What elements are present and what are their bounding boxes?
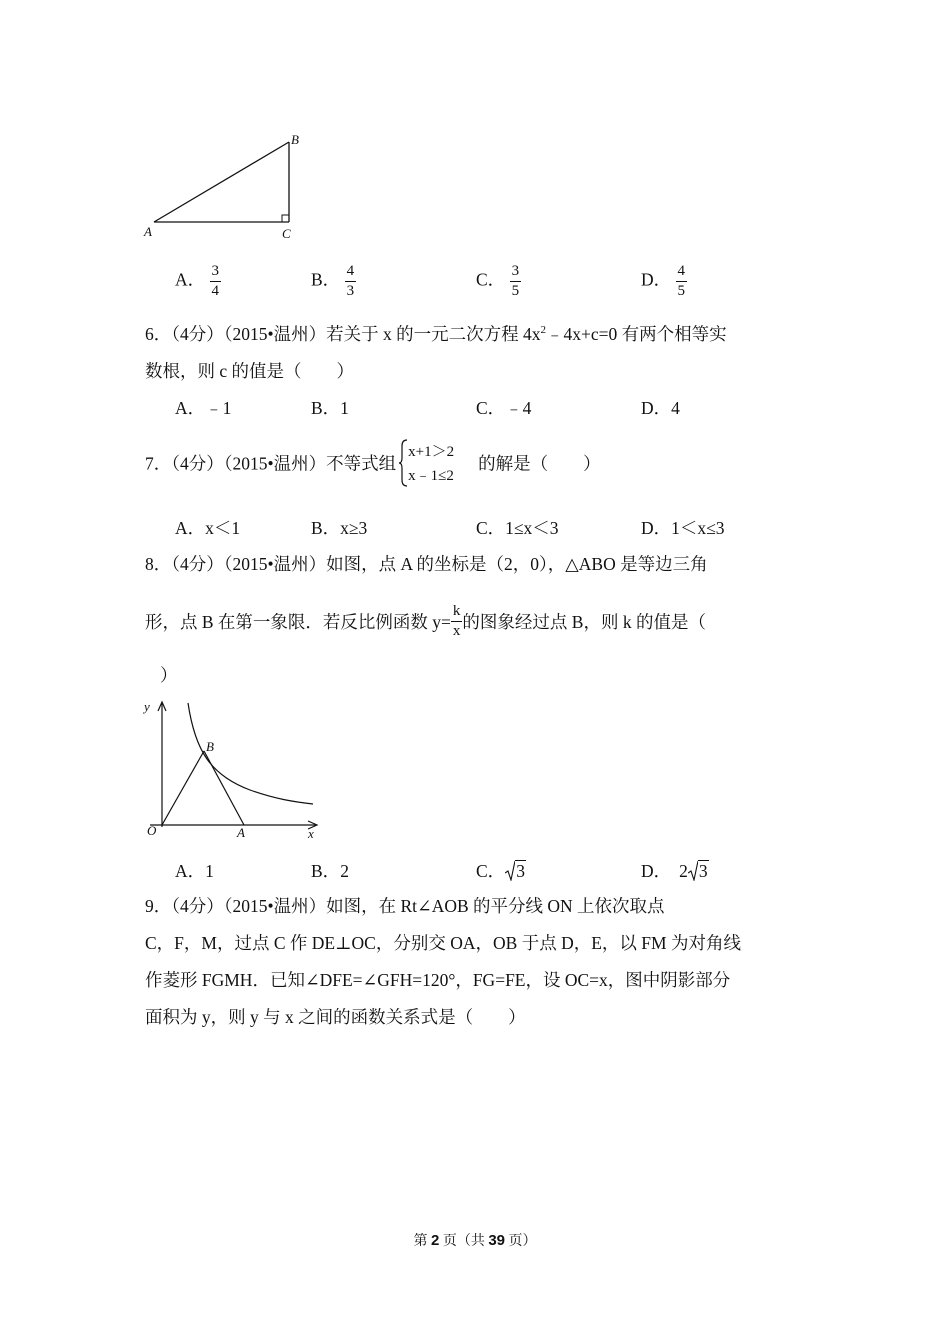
option-value: 1 — [205, 861, 214, 881]
option-letter: B． — [311, 269, 341, 290]
fraction — [676, 264, 688, 299]
q9-line-2: C，F，M，过点 C 作 DE⊥OC，分别交 OA，OB 于点 D，E，以 FM 为对角线 — [145, 933, 741, 953]
q8-line-3: ） — [160, 665, 178, 685]
option-letter: A． — [175, 269, 206, 290]
q5-option-b — [311, 264, 356, 299]
option-letter: A． — [175, 861, 206, 881]
q8-option-a — [175, 858, 214, 883]
fraction-num: k — [451, 604, 463, 622]
radical-sign-icon — [505, 861, 515, 881]
label-o: O — [147, 823, 157, 838]
fraction-k-over-x — [451, 604, 463, 639]
q6-option-b: B．1 — [311, 398, 349, 418]
q9-line-4: 面积为 y，则 y 与 x 之间的函数关系式是（ ） — [145, 1007, 526, 1027]
inequality-row-2: x﹣1≤2 — [408, 468, 454, 484]
page-number: 2 — [430, 1232, 440, 1249]
fraction-den: 5 — [677, 283, 686, 299]
q8-option-d — [641, 858, 709, 883]
label-c: C — [282, 226, 291, 241]
q5-option-d — [641, 264, 687, 299]
option-letter: C． — [476, 861, 506, 881]
q6-option-a: A．﹣1 — [175, 398, 232, 418]
triangle-figure — [140, 128, 320, 246]
q8-line-1: 8．（4分）（2015•温州）如图，点 A 的坐标是（2，0），△ABO 是等边三角 — [145, 554, 708, 574]
q7-option-d: D．1＜x≤3 — [641, 518, 725, 538]
option-letter: B． — [311, 861, 341, 881]
hyperbola-figure — [140, 695, 325, 843]
q6-line-1 — [145, 321, 727, 346]
q9-line-3: 作菱形 FGMH．已知∠DFE=∠GFH=120°，FG=FE，设 OC=x，图中阴影部分 — [145, 970, 731, 990]
fraction-num: 4 — [345, 264, 357, 282]
side-ab — [154, 142, 289, 222]
fraction — [510, 264, 522, 299]
fraction-num: 3 — [510, 264, 522, 282]
radical-sign-icon — [688, 861, 698, 881]
fraction-den: 3 — [346, 283, 355, 299]
q6-option-d: D．4 — [641, 398, 680, 418]
q6-text-b: ﹣4x+c=0 有两个相等实 — [546, 324, 727, 344]
fraction-num: 3 — [210, 264, 222, 282]
label-y: y — [144, 699, 150, 714]
inequality-system — [398, 438, 476, 488]
segment-ob — [162, 751, 204, 825]
q8-option-c — [476, 858, 526, 883]
option-value: 2 — [340, 861, 349, 881]
label-b: B — [206, 739, 214, 754]
q9-line-1: 9．（4分）（2015•温州）如图，在 Rt∠AOB 的平分线 ON 上依次取点 — [145, 896, 665, 916]
label-b: B — [291, 132, 299, 147]
q8-option-b — [311, 858, 349, 883]
fraction — [210, 264, 222, 299]
footer-mid: 页（共 — [439, 1234, 489, 1249]
q6-line-2: 数根，则 c 的值是（ ） — [145, 361, 355, 381]
footer-post: 页） — [505, 1234, 537, 1249]
segment-ba — [204, 751, 244, 825]
q7-prefix: 7．（4分）（2015•温州）不等式组 — [145, 453, 397, 474]
fraction-den: x — [452, 623, 461, 639]
q7-line — [145, 438, 601, 488]
option-letter: D． — [641, 269, 672, 290]
label-a: A — [144, 224, 152, 239]
q7-option-a: A．x＜1 — [175, 518, 241, 538]
inequality-row-1: x+1＞2 — [408, 444, 455, 460]
fraction-den: 4 — [211, 283, 220, 299]
fraction-den: 5 — [511, 283, 520, 299]
q7-suffix: 的解是（ ） — [478, 453, 601, 474]
option-letter: C． — [476, 269, 506, 290]
right-angle-mark — [282, 215, 289, 222]
label-a: A — [237, 825, 245, 840]
option-letter: D． — [641, 861, 672, 881]
radicand: 3 — [698, 861, 708, 881]
page-total: 39 — [488, 1232, 506, 1249]
fraction — [345, 264, 357, 299]
q8-text-a: 形，点 B 在第一象限．若反比例函数 y= — [145, 612, 451, 632]
q6-exponent: 2 — [540, 324, 547, 337]
page-footer — [0, 1230, 950, 1250]
footer-pre: 第 — [413, 1234, 431, 1249]
q7-option-b: B．x≥3 — [311, 518, 368, 538]
q5-option-a — [175, 264, 221, 299]
q8-line-2 — [145, 604, 706, 639]
q8-text-b: 的图象经过点 B，则 k 的值是（ — [462, 612, 706, 632]
q6-text-a: 6．（4分）（2015•温州）若关于 x 的一元二次方程 4x — [145, 324, 541, 344]
radicand: 3 — [516, 861, 525, 881]
fraction-num: 4 — [676, 264, 688, 282]
q6-option-c: C．﹣4 — [476, 398, 532, 418]
label-x: x — [308, 826, 314, 841]
q7-option-c: C．1≤x＜3 — [476, 518, 559, 538]
radical-coefficient: 2 — [679, 861, 688, 881]
q5-option-c — [476, 264, 521, 299]
